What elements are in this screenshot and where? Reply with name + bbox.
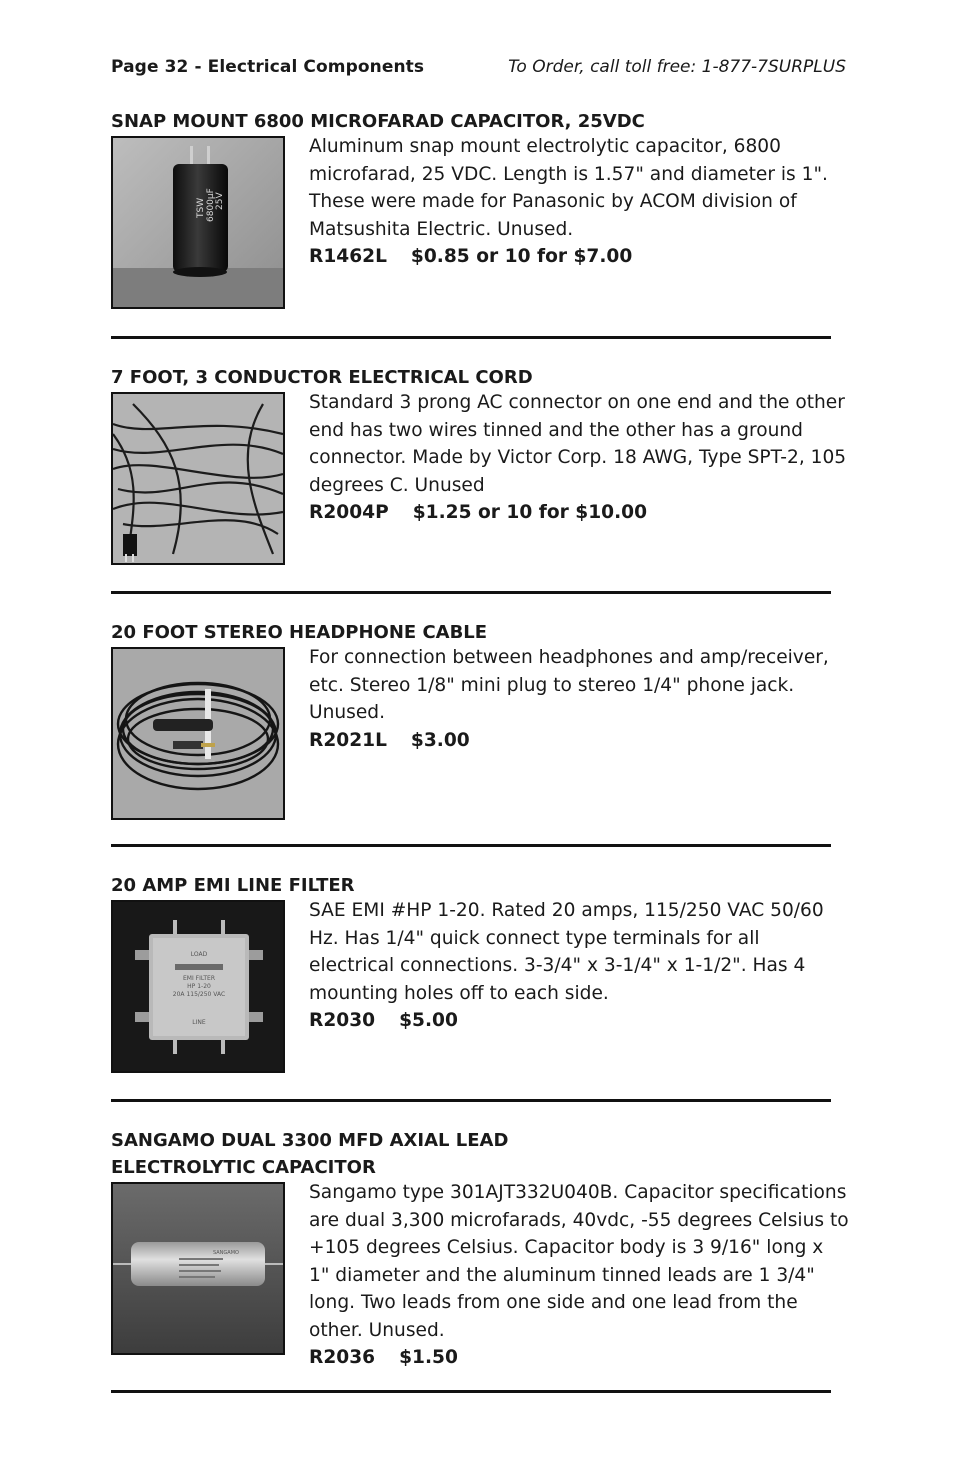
product-description-block xyxy=(309,389,849,527)
product-title: 7 FOOT, 3 CONDUCTOR ELECTRICAL CORD xyxy=(111,367,533,388)
product-description: For connection between headphones and amp/receiver, etc. Stereo 1/8" mini plug to stereo 1/4" phone jack. Unused. xyxy=(309,647,829,723)
section-divider xyxy=(111,336,831,339)
product-item xyxy=(111,1127,849,1368)
filter-label-type: EMI FILTER xyxy=(182,975,216,982)
product-photo-axial-capacitor xyxy=(111,1182,285,1355)
price-line xyxy=(309,727,849,755)
product-price: $1.25 or 10 for $10.00 xyxy=(412,502,648,523)
product-item xyxy=(111,108,831,267)
capacitor-label-voltage: 25V xyxy=(215,192,225,210)
product-description: Sangamo type 301AJT332U040B. Capacitor specifications are dual 3,300 microfarads, 40vdc, -55 degrees Celsius to +105 degrees Celsius. Capacitor body is 3 9/16" long x 1" diameter and the aluminum tinned leads are 1 3/4" long. Two leads from one side and one lead from the other. Unused. xyxy=(309,1182,849,1341)
snap-capacitor-image xyxy=(113,138,283,307)
product-item xyxy=(111,364,847,523)
product-description: Aluminum snap mount electrolytic capacitor, 6800 microfarad, 25 VDC. Length is 1.57" and diameter is 1". These were made for Panasonic by ACOM division of Matsushita Electric. Unused. xyxy=(309,136,828,240)
headphone-cable-image xyxy=(113,649,283,818)
product-code: R2021L xyxy=(309,729,387,751)
capacitor-label-brand: TSW xyxy=(196,197,206,218)
product-photo-cord xyxy=(111,392,285,565)
section-divider xyxy=(111,844,831,847)
product-title: 20 FOOT STEREO HEADPHONE CABLE xyxy=(111,622,488,643)
product-item xyxy=(111,619,831,751)
product-description: Standard 3 prong AC connector on one end and the other end has two wires tinned and the other has a ground connector. Made by Victor Corp. 18 AWG, Type SPT-2, 105 degrees C. Unused xyxy=(309,392,847,496)
product-photo-capacitor xyxy=(111,136,285,309)
product-price: $1.50 xyxy=(399,1347,458,1368)
product-price: $3.00 xyxy=(410,729,470,751)
filter-label-load: LOAD xyxy=(190,951,208,958)
emi-filter-image xyxy=(113,902,283,1071)
section-divider xyxy=(111,591,831,594)
price-line xyxy=(309,499,849,527)
section-divider xyxy=(111,1099,831,1102)
section-divider xyxy=(111,1390,831,1393)
page-label: Page 32 - Electrical Components xyxy=(111,57,425,77)
product-description-block xyxy=(309,897,849,1035)
product-code: R2030 xyxy=(309,1010,376,1031)
price-line xyxy=(309,1007,849,1035)
capacitor-brand-label: SANGAMO xyxy=(213,1250,239,1256)
order-phone-text: To Order, call toll free: 1-877-7SURPLUS xyxy=(508,57,846,77)
filter-label-line: LINE xyxy=(192,1019,206,1026)
product-price: $0.85 or 10 for $7.00 xyxy=(410,246,633,267)
product-code: R2004P xyxy=(309,502,389,523)
product-description: SAE EMI #HP 1-20. Rated 20 amps, 115/250 VAC 50/60 Hz. Has 1/4" quick connect type terminals for all electrical connections. 3-3/4" x 3-1/4" x 1-1/2". Has 4 mounting holes off to each side. xyxy=(309,900,824,1004)
product-description-block xyxy=(309,644,849,754)
capacitor-label-value: 6800µF xyxy=(206,188,216,222)
product-photo-headphone-cable xyxy=(111,647,285,820)
page-header xyxy=(111,57,846,83)
price-line xyxy=(309,243,849,271)
price-line xyxy=(309,1344,849,1372)
product-code: R1462L xyxy=(309,246,387,267)
axial-capacitor-image xyxy=(113,1184,283,1353)
product-description-block xyxy=(309,133,849,271)
product-title: SANGAMO DUAL 3300 MFD AXIAL LEAD ELECTROLYTIC CAPACITOR xyxy=(111,1130,509,1178)
product-item xyxy=(111,872,831,1031)
product-title: SNAP MOUNT 6800 MICROFARAD CAPACITOR, 25VDC xyxy=(111,111,645,132)
product-description-block xyxy=(309,1179,849,1372)
product-code: R2036 xyxy=(309,1347,376,1368)
product-title: 20 AMP EMI LINE FILTER xyxy=(111,875,355,896)
filter-label-model: HP 1-20 xyxy=(187,983,211,990)
filter-label-rating: 20A 115/250 VAC xyxy=(172,991,226,998)
product-price: $5.00 xyxy=(399,1010,458,1031)
product-photo-emi-filter xyxy=(111,900,285,1073)
electrical-cord-image xyxy=(113,394,283,563)
